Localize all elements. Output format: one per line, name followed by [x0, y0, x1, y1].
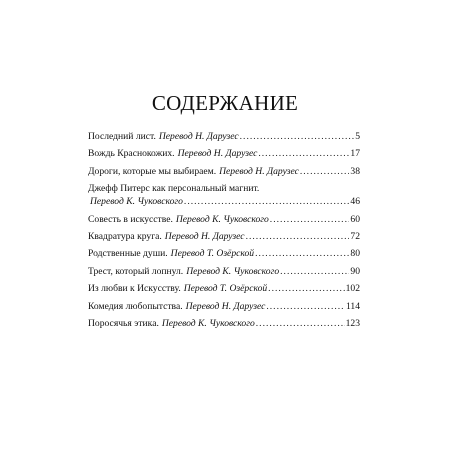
toc-entry [88, 230, 360, 243]
table-of-contents [88, 130, 360, 334]
toc-entry [88, 247, 360, 260]
toc-entry-page: 72 [350, 230, 360, 242]
toc-entry-title: Вождь Краснокожих. [88, 148, 175, 160]
toc-entry-translator: Перевод К. Чуковского [186, 265, 280, 277]
dot-leader [280, 265, 349, 278]
toc-entry-page: 17 [350, 148, 360, 160]
toc-entry-page: 102 [345, 283, 360, 295]
dot-leader [255, 247, 349, 260]
toc-entry [88, 165, 360, 178]
contents-heading: СОДЕРЖАНИЕ [151, 91, 299, 115]
toc-entry-translator: Перевод Н. Дарузес [158, 131, 239, 142]
toc-entry-translator: Перевод Н. Дарузес [219, 165, 299, 177]
toc-entry [88, 317, 360, 330]
toc-entry-translator: Перевод К. Чуковского [175, 213, 269, 225]
toc-entry-translator: Перевод Н. Дарузес [164, 230, 245, 242]
toc-entry-page: 123 [345, 317, 360, 329]
dot-leader [246, 230, 350, 243]
toc-entry [88, 282, 360, 295]
toc-entry-page: 90 [350, 265, 360, 277]
toc-entry-translator: Перевод Н. Дарузес [185, 300, 266, 312]
toc-entry-translator: Перевод Т. Озёрской [183, 283, 268, 295]
dot-leader [270, 213, 350, 226]
toc-entry-title: Дороги, которые мы выбираем. [88, 165, 217, 177]
toc-entry-title: Последний лист. [88, 131, 156, 142]
toc-entry-title: Родственные души. [88, 248, 168, 260]
toc-entry [88, 300, 360, 313]
toc-entry-page: 5 [355, 131, 360, 142]
toc-entry-translator: Перевод Т. Озёрской [170, 248, 255, 260]
toc-entry [88, 182, 360, 208]
dot-leader [266, 300, 345, 313]
toc-entry [88, 213, 360, 226]
toc-entry-title: Квадратура круга. [88, 230, 162, 242]
toc-entry [88, 130, 360, 143]
dot-leader [300, 165, 350, 178]
dot-leader [240, 130, 355, 143]
dot-leader [268, 282, 344, 295]
dot-leader [258, 147, 349, 160]
toc-entry-page: 80 [350, 248, 360, 260]
toc-entry-title: Комедия любопытства. [88, 300, 183, 312]
toc-entry-title: Джефф Питерс как персональный магнит. [88, 183, 260, 195]
toc-entry [88, 265, 360, 278]
toc-entry [88, 147, 360, 160]
toc-entry-page: 38 [350, 165, 360, 177]
toc-entry-page: 114 [345, 300, 360, 312]
dot-leader [184, 195, 349, 208]
toc-entry-title: Из любви к Искусству. [88, 283, 181, 295]
toc-entry-title: Трест, который лопнул. [88, 265, 184, 277]
toc-entry-translator: Перевод Н. Дарузес [177, 148, 258, 160]
toc-entry-title: Совесть в искусстве. [88, 213, 173, 225]
toc-entry-translator: Перевод К. Чуковского [161, 317, 255, 329]
toc-entry-page: 46 [350, 196, 360, 208]
dot-leader [256, 317, 345, 330]
toc-entry-title: Поросячья этика. [88, 317, 159, 329]
toc-entry-translator: Перевод К. Чуковского [90, 196, 183, 208]
toc-entry-page: 60 [350, 213, 360, 225]
